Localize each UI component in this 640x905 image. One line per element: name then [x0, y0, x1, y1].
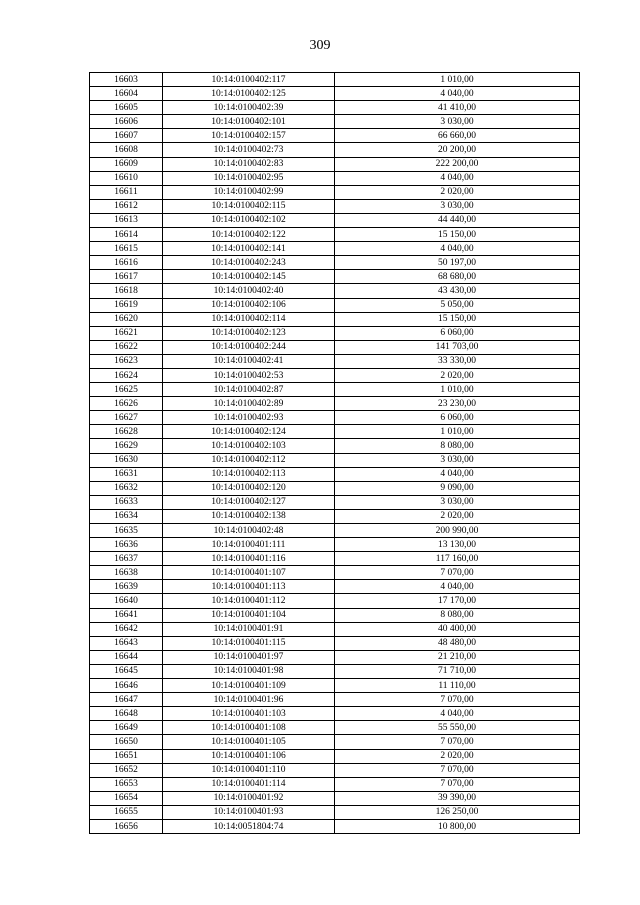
table-row — [90, 467, 580, 481]
amount-cell: 40 400,00 — [335, 622, 580, 636]
row-number-cell: 16626 — [90, 397, 163, 411]
amount-cell: 7 070,00 — [335, 566, 580, 580]
amount-cell: 4 040,00 — [335, 467, 580, 481]
cadastral-number-cell: 10:14:0100402:106 — [163, 298, 335, 312]
cadastral-number-cell: 10:14:0100402:101 — [163, 115, 335, 129]
cadastral-number-cell: 10:14:0100401:110 — [163, 763, 335, 777]
table-row — [90, 608, 580, 622]
amount-cell: 4 040,00 — [335, 242, 580, 256]
amount-cell: 2 020,00 — [335, 749, 580, 763]
table-row — [90, 298, 580, 312]
table-row — [90, 129, 580, 143]
cadastral-number-cell: 10:14:0100401:112 — [163, 594, 335, 608]
registry-table — [89, 72, 580, 834]
amount-cell: 2 020,00 — [335, 368, 580, 382]
amount-cell: 20 200,00 — [335, 143, 580, 157]
cadastral-number-cell: 10:14:0100402:114 — [163, 312, 335, 326]
cadastral-number-cell: 10:14:0100401:104 — [163, 608, 335, 622]
amount-cell: 50 197,00 — [335, 256, 580, 270]
registry-table-body — [90, 73, 580, 834]
row-number-cell: 16616 — [90, 256, 163, 270]
cadastral-number-cell: 10:14:0100402:40 — [163, 284, 335, 298]
table-row — [90, 538, 580, 552]
cadastral-number-cell: 10:14:0100402:102 — [163, 213, 335, 227]
cadastral-number-cell: 10:14:0100402:122 — [163, 228, 335, 242]
cadastral-number-cell: 10:14:0100402:120 — [163, 481, 335, 495]
cadastral-number-cell: 10:14:0100402:115 — [163, 199, 335, 213]
cadastral-number-cell: 10:14:0100402:123 — [163, 326, 335, 340]
row-number-cell: 16635 — [90, 524, 163, 538]
table-row — [90, 284, 580, 298]
table-row — [90, 383, 580, 397]
table-row — [90, 228, 580, 242]
cadastral-number-cell: 10:14:0100401:108 — [163, 721, 335, 735]
cadastral-number-cell: 10:14:0100401:103 — [163, 707, 335, 721]
amount-cell: 39 390,00 — [335, 791, 580, 805]
amount-cell: 4 040,00 — [335, 171, 580, 185]
row-number-cell: 16617 — [90, 270, 163, 284]
cadastral-number-cell: 10:14:0100401:98 — [163, 664, 335, 678]
cadastral-number-cell: 10:14:0100401:114 — [163, 777, 335, 791]
row-number-cell: 16631 — [90, 467, 163, 481]
table-row — [90, 552, 580, 566]
table-row — [90, 256, 580, 270]
cadastral-number-cell: 10:14:0100401:111 — [163, 538, 335, 552]
amount-cell: 15 150,00 — [335, 312, 580, 326]
amount-cell: 41 410,00 — [335, 101, 580, 115]
amount-cell: 1 010,00 — [335, 73, 580, 87]
amount-cell: 117 160,00 — [335, 552, 580, 566]
row-number-cell: 16623 — [90, 354, 163, 368]
cadastral-number-cell: 10:14:0100402:127 — [163, 495, 335, 509]
table-row — [90, 524, 580, 538]
amount-cell: 1 010,00 — [335, 425, 580, 439]
row-number-cell: 16639 — [90, 580, 163, 594]
amount-cell: 33 330,00 — [335, 354, 580, 368]
cadastral-number-cell: 10:14:0100402:125 — [163, 87, 335, 101]
amount-cell: 2 020,00 — [335, 185, 580, 199]
amount-cell: 4 040,00 — [335, 87, 580, 101]
table-row — [90, 509, 580, 523]
cadastral-number-cell: 10:14:0100402:141 — [163, 242, 335, 256]
amount-cell: 4 040,00 — [335, 707, 580, 721]
row-number-cell: 16628 — [90, 425, 163, 439]
cadastral-number-cell: 10:14:0100402:157 — [163, 129, 335, 143]
cadastral-number-cell: 10:14:0100401:96 — [163, 693, 335, 707]
amount-cell: 3 030,00 — [335, 199, 580, 213]
row-number-cell: 16605 — [90, 101, 163, 115]
table-row — [90, 777, 580, 791]
amount-cell: 6 060,00 — [335, 411, 580, 425]
row-number-cell: 16636 — [90, 538, 163, 552]
row-number-cell: 16615 — [90, 242, 163, 256]
table-row — [90, 87, 580, 101]
row-number-cell: 16625 — [90, 383, 163, 397]
cadastral-number-cell: 10:14:0100401:107 — [163, 566, 335, 580]
cadastral-number-cell: 10:14:0100402:89 — [163, 397, 335, 411]
row-number-cell: 16644 — [90, 650, 163, 664]
table-row — [90, 326, 580, 340]
row-number-cell: 16653 — [90, 777, 163, 791]
table-row — [90, 707, 580, 721]
table-row — [90, 199, 580, 213]
row-number-cell: 16622 — [90, 340, 163, 354]
row-number-cell: 16629 — [90, 439, 163, 453]
cadastral-number-cell: 10:14:0100401:91 — [163, 622, 335, 636]
row-number-cell: 16637 — [90, 552, 163, 566]
cadastral-number-cell: 10:14:0100401:115 — [163, 636, 335, 650]
amount-cell: 5 050,00 — [335, 298, 580, 312]
cadastral-number-cell: 10:14:0100402:243 — [163, 256, 335, 270]
row-number-cell: 16652 — [90, 763, 163, 777]
cadastral-number-cell: 10:14:0100402:53 — [163, 368, 335, 382]
cadastral-number-cell: 10:14:0100402:117 — [163, 73, 335, 87]
row-number-cell: 16609 — [90, 157, 163, 171]
table-row — [90, 495, 580, 509]
cadastral-number-cell: 10:14:0100401:92 — [163, 791, 335, 805]
table-row — [90, 439, 580, 453]
table-row — [90, 340, 580, 354]
table-row — [90, 101, 580, 115]
row-number-cell: 16647 — [90, 693, 163, 707]
cadastral-number-cell: 10:14:0100402:41 — [163, 354, 335, 368]
row-number-cell: 16649 — [90, 721, 163, 735]
cadastral-number-cell: 10:14:0100402:99 — [163, 185, 335, 199]
row-number-cell: 16641 — [90, 608, 163, 622]
amount-cell: 222 200,00 — [335, 157, 580, 171]
amount-cell: 2 020,00 — [335, 509, 580, 523]
row-number-cell: 16634 — [90, 509, 163, 523]
amount-cell: 9 090,00 — [335, 481, 580, 495]
cadastral-number-cell: 10:14:0100401:106 — [163, 749, 335, 763]
cadastral-number-cell: 10:14:0100402:73 — [163, 143, 335, 157]
row-number-cell: 16610 — [90, 171, 163, 185]
amount-cell: 8 080,00 — [335, 608, 580, 622]
amount-cell: 17 170,00 — [335, 594, 580, 608]
cadastral-number-cell: 10:14:0100401:116 — [163, 552, 335, 566]
cadastral-number-cell: 10:14:0100402:138 — [163, 509, 335, 523]
row-number-cell: 16624 — [90, 368, 163, 382]
row-number-cell: 16656 — [90, 819, 163, 833]
amount-cell: 1 010,00 — [335, 383, 580, 397]
table-row — [90, 594, 580, 608]
table-row — [90, 566, 580, 580]
amount-cell: 141 703,00 — [335, 340, 580, 354]
table-row — [90, 453, 580, 467]
row-number-cell: 16607 — [90, 129, 163, 143]
row-number-cell: 16611 — [90, 185, 163, 199]
cadastral-number-cell: 10:14:0100402:124 — [163, 425, 335, 439]
cadastral-number-cell: 10:14:0100402:83 — [163, 157, 335, 171]
table-row — [90, 157, 580, 171]
table-row — [90, 622, 580, 636]
amount-cell: 3 030,00 — [335, 453, 580, 467]
table-row — [90, 143, 580, 157]
cadastral-number-cell: 10:14:0100402:93 — [163, 411, 335, 425]
table-row — [90, 580, 580, 594]
row-number-cell: 16630 — [90, 453, 163, 467]
cadastral-number-cell: 10:14:0100402:103 — [163, 439, 335, 453]
table-row — [90, 115, 580, 129]
amount-cell: 71 710,00 — [335, 664, 580, 678]
table-row — [90, 354, 580, 368]
cadastral-number-cell: 10:14:0100401:97 — [163, 650, 335, 664]
amount-cell: 21 210,00 — [335, 650, 580, 664]
row-number-cell: 16621 — [90, 326, 163, 340]
row-number-cell: 16650 — [90, 735, 163, 749]
table-row — [90, 791, 580, 805]
table-row — [90, 368, 580, 382]
row-number-cell: 16603 — [90, 73, 163, 87]
table-row — [90, 805, 580, 819]
cadastral-number-cell: 10:14:0100402:145 — [163, 270, 335, 284]
row-number-cell: 16614 — [90, 228, 163, 242]
row-number-cell: 16651 — [90, 749, 163, 763]
cadastral-number-cell: 10:14:0100401:109 — [163, 679, 335, 693]
amount-cell: 126 250,00 — [335, 805, 580, 819]
row-number-cell: 16620 — [90, 312, 163, 326]
amount-cell: 200 990,00 — [335, 524, 580, 538]
row-number-cell: 16640 — [90, 594, 163, 608]
table-row — [90, 763, 580, 777]
amount-cell: 7 070,00 — [335, 735, 580, 749]
row-number-cell: 16646 — [90, 679, 163, 693]
row-number-cell: 16604 — [90, 87, 163, 101]
table-row — [90, 397, 580, 411]
table-row — [90, 171, 580, 185]
row-number-cell: 16608 — [90, 143, 163, 157]
amount-cell: 68 680,00 — [335, 270, 580, 284]
table-row — [90, 213, 580, 227]
row-number-cell: 16654 — [90, 791, 163, 805]
cadastral-number-cell: 10:14:0100402:87 — [163, 383, 335, 397]
amount-cell: 48 480,00 — [335, 636, 580, 650]
table-row — [90, 693, 580, 707]
amount-cell: 8 080,00 — [335, 439, 580, 453]
amount-cell: 7 070,00 — [335, 777, 580, 791]
row-number-cell: 16648 — [90, 707, 163, 721]
amount-cell: 4 040,00 — [335, 580, 580, 594]
table-row — [90, 312, 580, 326]
table-row — [90, 749, 580, 763]
cadastral-number-cell: 10:14:0100402:48 — [163, 524, 335, 538]
cadastral-number-cell: 10:14:0100402:39 — [163, 101, 335, 115]
table-row — [90, 242, 580, 256]
row-number-cell: 16619 — [90, 298, 163, 312]
table-row — [90, 679, 580, 693]
row-number-cell: 16613 — [90, 213, 163, 227]
table-row — [90, 721, 580, 735]
amount-cell: 6 060,00 — [335, 326, 580, 340]
row-number-cell: 16632 — [90, 481, 163, 495]
row-number-cell: 16642 — [90, 622, 163, 636]
amount-cell: 43 430,00 — [335, 284, 580, 298]
amount-cell: 44 440,00 — [335, 213, 580, 227]
amount-cell: 13 130,00 — [335, 538, 580, 552]
cadastral-number-cell: 10:14:0100401:93 — [163, 805, 335, 819]
amount-cell: 11 110,00 — [335, 679, 580, 693]
cadastral-number-cell: 10:14:0100401:105 — [163, 735, 335, 749]
cadastral-number-cell: 10:14:0100402:95 — [163, 171, 335, 185]
amount-cell: 10 800,00 — [335, 819, 580, 833]
cadastral-number-cell: 10:14:0100402:244 — [163, 340, 335, 354]
table-row — [90, 664, 580, 678]
row-number-cell: 16627 — [90, 411, 163, 425]
table-row — [90, 270, 580, 284]
row-number-cell: 16655 — [90, 805, 163, 819]
row-number-cell: 16643 — [90, 636, 163, 650]
table-row — [90, 819, 580, 833]
table-row — [90, 425, 580, 439]
table-row — [90, 185, 580, 199]
row-number-cell: 16633 — [90, 495, 163, 509]
row-number-cell: 16612 — [90, 199, 163, 213]
amount-cell: 3 030,00 — [335, 495, 580, 509]
cadastral-number-cell: 10:14:0100401:113 — [163, 580, 335, 594]
cadastral-number-cell: 10:14:0051804:74 — [163, 819, 335, 833]
table-row — [90, 481, 580, 495]
row-number-cell: 16638 — [90, 566, 163, 580]
amount-cell: 55 550,00 — [335, 721, 580, 735]
amount-cell: 7 070,00 — [335, 693, 580, 707]
table-row — [90, 73, 580, 87]
table-row — [90, 735, 580, 749]
page-number: 309 — [309, 38, 331, 53]
amount-cell: 15 150,00 — [335, 228, 580, 242]
row-number-cell: 16618 — [90, 284, 163, 298]
cadastral-number-cell: 10:14:0100402:113 — [163, 467, 335, 481]
table-row — [90, 411, 580, 425]
row-number-cell: 16645 — [90, 664, 163, 678]
row-number-cell: 16606 — [90, 115, 163, 129]
amount-cell: 3 030,00 — [335, 115, 580, 129]
amount-cell: 66 660,00 — [335, 129, 580, 143]
table-row — [90, 650, 580, 664]
amount-cell: 23 230,00 — [335, 397, 580, 411]
cadastral-number-cell: 10:14:0100402:112 — [163, 453, 335, 467]
table-row — [90, 636, 580, 650]
amount-cell: 7 070,00 — [335, 763, 580, 777]
